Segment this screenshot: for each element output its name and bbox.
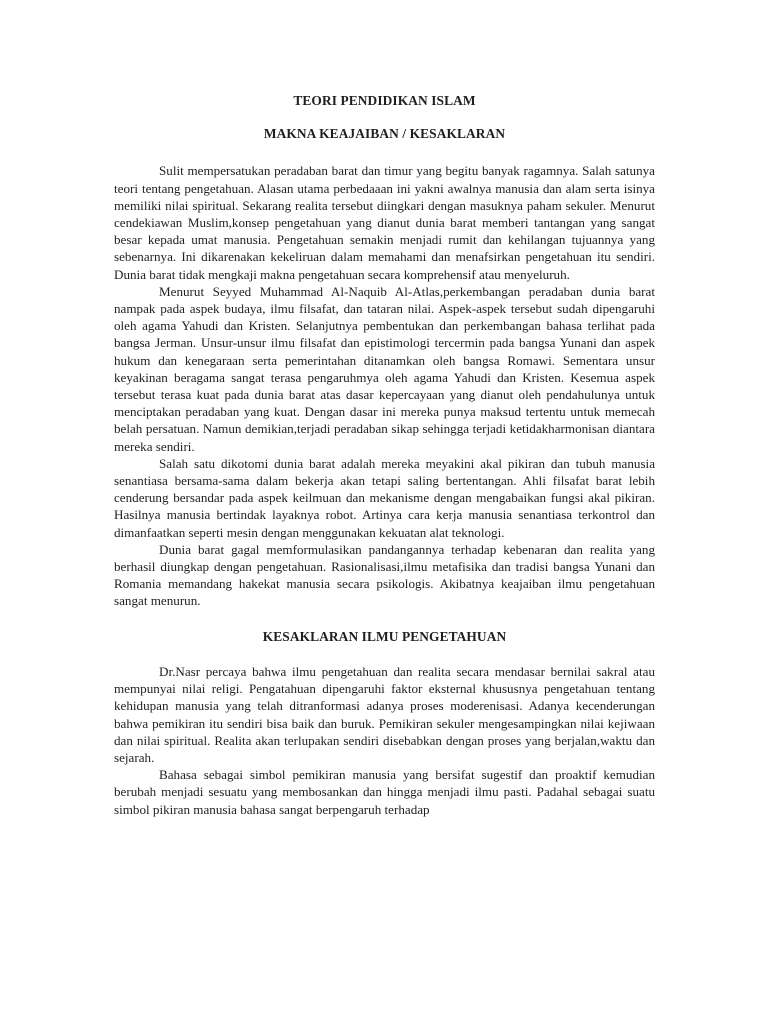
document-title: TEORI PENDIDIKAN ISLAM bbox=[293, 93, 476, 108]
document-body bbox=[114, 92, 655, 818]
paragraph: Bahasa sebagai simbol pemikiran manusia yang bersifat sugestif dan proaktif kemudian berubah menjadi sesuatu yang membosankan dan hingga menjadi ilmu pasti. Padahal sebagai suatu simbol pikiran manusia bahasa sangat berpengaruh terhadap bbox=[114, 767, 655, 817]
paragraph: Salah satu dikotomi dunia barat adalah mereka meyakini akal pikiran dan tubuh manusia senantiasa bersama-sama dalam bekerja akan tetapi saling bertentangan. Ahli filsafat barat lebih cenderung bersandar pada aspek keilmuan dan mekanisme dengan mengabaikan fungsi akal pikiran. Hasilnya manusia bertindak layaknya robot. Artinya cara kerja manusia senantiasa terkontrol dan dimanfaatkan seperti mesin dengan menggunakan kekuatan alat teknologi. bbox=[114, 455, 655, 540]
section-heading: KESAKLARAN ILMU PENGETAHUAN bbox=[262, 628, 507, 644]
paragraph: Sulit mempersatukan peradaban barat dan timur yang begitu banyak ragamnya. Salah satunya teori tentang pengetahuan. Alasan utama perbedaaan ini yakni awalnya manusia dan alam serta isinya memiliki nilai spiritual. Sekarang realita tersebut diingkari dengan masuknya paham sekuler. Menurut cendekiawan Muslim,konsep pengetahuan yang dianut dunia barat memberi tantangan yang sangat besar kepada umat manusia. Pengetahuan semakin menjadi rumit dan kehilangan tujuannya yang sebenarnya. Ini dikarenakan kekeliruan dalam memahami dan menafsirkan pengetahuan itu sendiri. Dunia barat tidak mengkaji makna pengetahuan secara komprehensif atau menyeluruh. bbox=[114, 163, 655, 282]
paragraph: Dunia barat gagal memformulasikan pandangannya terhadap kebenaran dan realita yang berhasil diungkap dengan pengetahuan. Rasionalisasi,ilmu metafisika dan tradisi bangsa Yunani dan Romania memandang hakekat manusia secara psikologis. Akibatnya keajaiban ilmu pengetahuan sangat menurun. bbox=[114, 541, 655, 609]
section-heading: MAKNA KEAJAIBAN / KESAKLARAN bbox=[263, 126, 506, 142]
paragraph: Dr.Nasr percaya bahwa ilmu pengetahuan dan realita secara mendasar bernilai sakral atau mempunyai nilai religi. Pengatahuan dipengaruhi faktor eksternal khususnya pengetahuan tentang kehidupan manusia yang telah ditranformasi adanya proses moderenisasi. Adanya kecenderungan bahwa pemikiran itu sendiri bisa baik dan buruk. Pemikiran sekuler mengesampingkan nilai kejiwaan dan nilai spiritual. Realita akan terlupakan sendiri disebabkan dengan proses yang berjalan,waktu dan sejarah. bbox=[114, 663, 655, 765]
paragraph: Menurut Seyyed Muhammad Al-Naquib Al-Atlas,perkembangan peradaban dunia barat nampak pada aspek budaya, ilmu filsafat, dan tataran nilai. Aspek-aspek tersebut sudah dipengaruhi oleh agama Yahudi dan Kristen. Selanjutnya pembentukan dan perkembangan bahasa terlihat pada bangsa Jerman. Unsur-unsur ilmu filsafat dan epistimologi tercermin pada bangsa Yunani dan aspek hukum dan kenegaraan serta pemerintahan ditanamkan oleh bangsa Romawi. Sementara unsur keyakinan beragama sangat terasa pengaruhmya oleh agama Yahudi dan Kristen. Kesemua aspek tersebut terasa kuat pada dunia barat atas dasar kepercayaan yang dianut oleh pendahulunya untuk menciptakan peradaban yang kuat. Dengan dasar ini mereka punya maksud tertentu untuk memecah belah persatuan. Namun demikian,terjadi peradaban sikap sehingga terjadi ketidakharmonisan diantara mereka sendiri. bbox=[114, 283, 655, 454]
